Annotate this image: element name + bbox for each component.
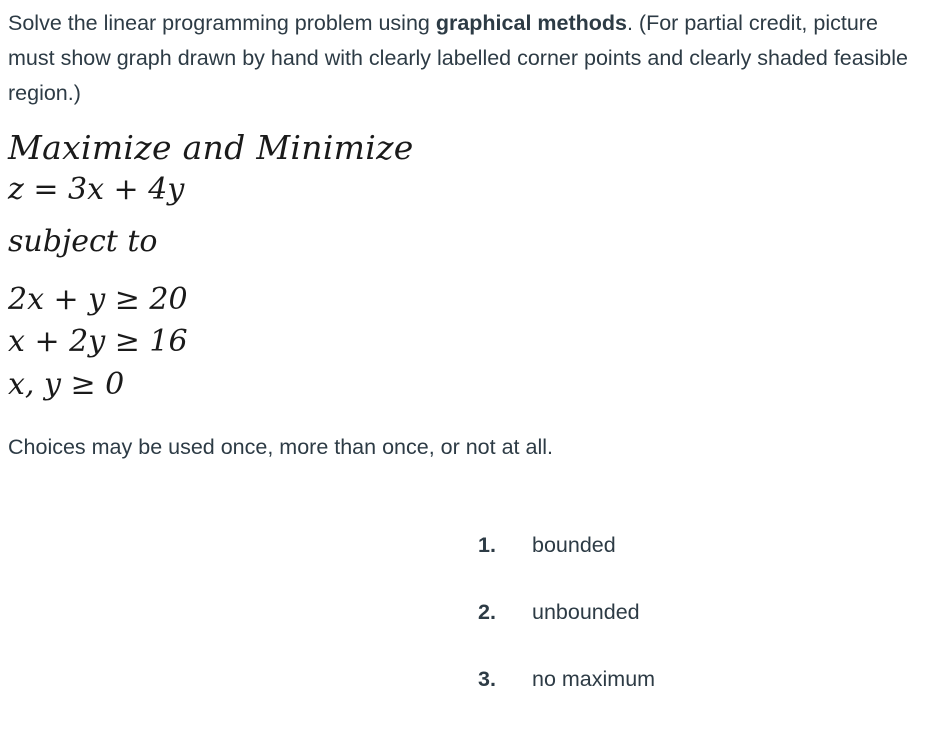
choice-label: no maximum <box>532 666 656 691</box>
instructions-part-1: Solve the linear programming problem using <box>8 11 436 35</box>
subject-to-label: subject to <box>8 224 158 259</box>
choice-label: unbounded <box>532 599 640 624</box>
constraint-2: x + 2y ≥ 16 <box>8 324 188 359</box>
constraint-3: x, y ≥ 0 <box>8 367 125 402</box>
choice-number: 3. <box>478 666 496 691</box>
instructions-part-2: . (For partial credit, picture must show graph drawn by hand with clearly labelled corner points and clearly shaded feasible region.) <box>8 11 908 105</box>
objective-function: z = 3x + 4y <box>8 172 185 207</box>
choice-label: bounded <box>532 532 616 557</box>
choice-number: 1. <box>478 532 496 557</box>
instructions-text <box>8 6 908 111</box>
choice-item-unbounded[interactable] <box>478 595 655 629</box>
choice-number: 2. <box>478 599 496 624</box>
constraint-1: 2x + y ≥ 20 <box>8 282 188 317</box>
choices-note: Choices may be used once, more than once, or not at all. <box>8 435 553 459</box>
choice-item-no-maximum[interactable] <box>478 662 655 696</box>
choices-list <box>478 528 655 729</box>
choice-item-bounded[interactable] <box>478 528 655 562</box>
problem-title: Maximize and Minimize <box>8 128 414 167</box>
instructions-bold: graphical methods <box>435 11 627 35</box>
